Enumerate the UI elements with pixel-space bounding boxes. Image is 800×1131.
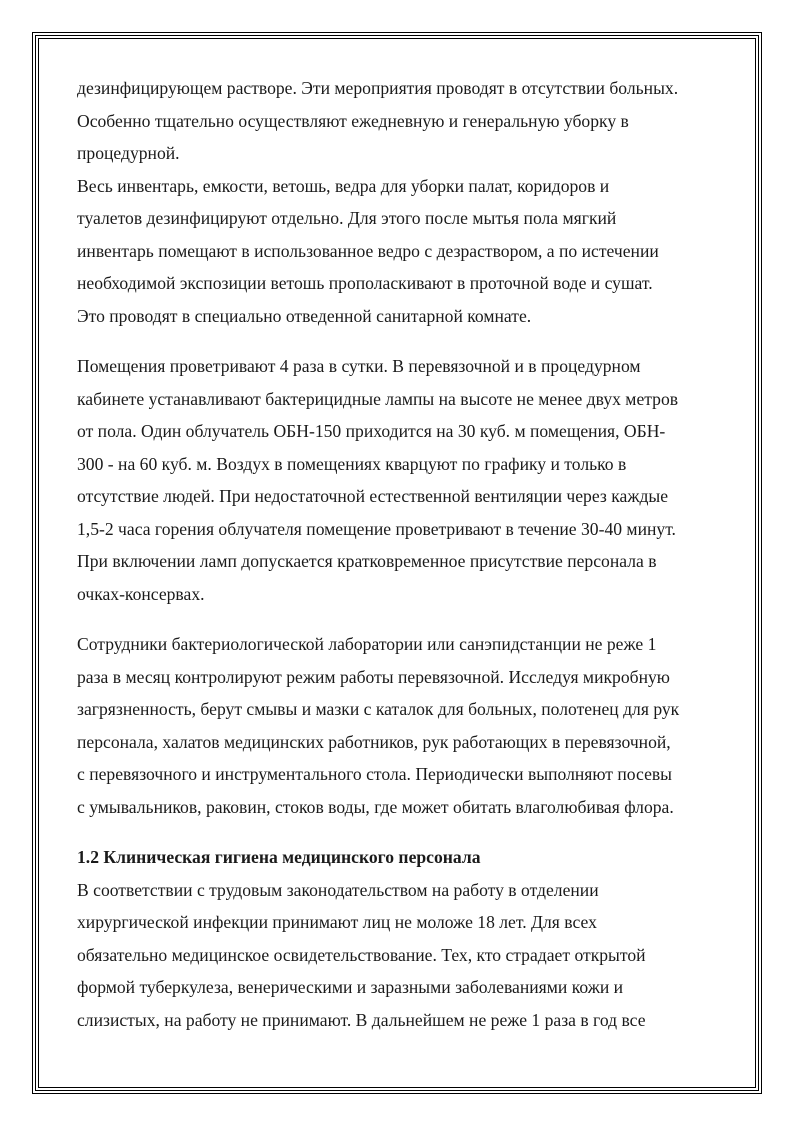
text-line: Помещения проветривают 4 раза в сутки. В перевязочной и в процедурном [77, 356, 641, 376]
text-line: Особенно тщательно осуществляют ежедневную и генеральную уборку в [77, 110, 629, 131]
paragraph-spacer [77, 332, 727, 350]
text-line: с умывальников, раковин, стоков воды, где может обитать влаголюбивая флора. [77, 796, 674, 817]
text-line: формой туберкулеза, венерическими и заразными заболеваниями кожи и [77, 977, 624, 997]
paragraph-cleaning [77, 72, 727, 332]
text-line: 1,5-2 часа горения облучателя помещение проветривают в течение 30-40 минут. [77, 518, 676, 539]
text-line: В соответствии с трудовым законодательством на работу в отделении [77, 879, 599, 900]
text-line: дезинфицирующем растворе. Эти мероприятия проводят в отсутствии больных. [77, 78, 679, 98]
text-line: очках-консервах. [77, 583, 205, 604]
paragraph-staff-hygiene [77, 874, 727, 1037]
document-body [77, 72, 727, 1036]
paragraph-lab-control [77, 628, 727, 823]
text-line: процедурной. [77, 143, 180, 163]
text-line: При включении ламп допускается кратковременное присутствие персонала в [77, 551, 657, 571]
text-line: отсутствие людей. При недостаточной естественной вентиляции через каждые [77, 486, 669, 506]
text-line: туалетов дезинфицируют отдельно. Для этого после мытья пола мягкий [77, 208, 617, 228]
text-line: хирургической инфекции принимают лиц не моложе 18 лет. Для всех [77, 912, 597, 932]
text-line: 300 - на 60 куб. м. Воздух в помещениях кварцуют по графику и только в [77, 453, 627, 474]
text-line: от пола. Один облучатель ОБН-150 приходится на 30 куб. м помещения, ОБН- [77, 421, 666, 441]
text-line: обязательно медицинское освидетельствование. Тех, кто страдает открытой [77, 944, 646, 965]
text-line: персонала, халатов медицинских работников, рук работающих в перевязочной, [77, 731, 671, 752]
text-line: загрязненность, берут смывы и мазки с каталок для больных, полотенец для рук [77, 699, 680, 719]
paragraph-spacer [77, 823, 727, 841]
paragraph-spacer [77, 610, 727, 628]
text-line: с перевязочного и инструментального стола. Периодически выполняют посевы [77, 764, 672, 784]
section-heading: 1.2 Клиническая гигиена медицинского персонала [77, 847, 481, 867]
text-line: инвентарь помещают в использованное ведро с дезраствором, а по истечении [77, 240, 659, 261]
text-line: Это проводят в специально отведенной санитарной комнате. [77, 305, 532, 326]
text-line: раза в месяц контролируют режим работы перевязочной. Исследуя микробную [77, 666, 670, 687]
text-line: слизистых, на работу не принимают. В дальнейшем не реже 1 раза в год все [77, 1009, 646, 1030]
text-line: Сотрудники бактериологической лаборатории или санэпидстанции не реже 1 [77, 634, 657, 654]
text-line: необходимой экспозиции ветошь прополаскивают в проточной воде и сушат. [77, 273, 653, 293]
paragraph-ventilation [77, 350, 727, 610]
text-line: Весь инвентарь, емкости, ветошь, ведра для уборки палат, коридоров и [77, 175, 610, 196]
text-line: кабинете устанавливают бактерицидные лампы на высоте не менее двух метров [77, 388, 679, 409]
